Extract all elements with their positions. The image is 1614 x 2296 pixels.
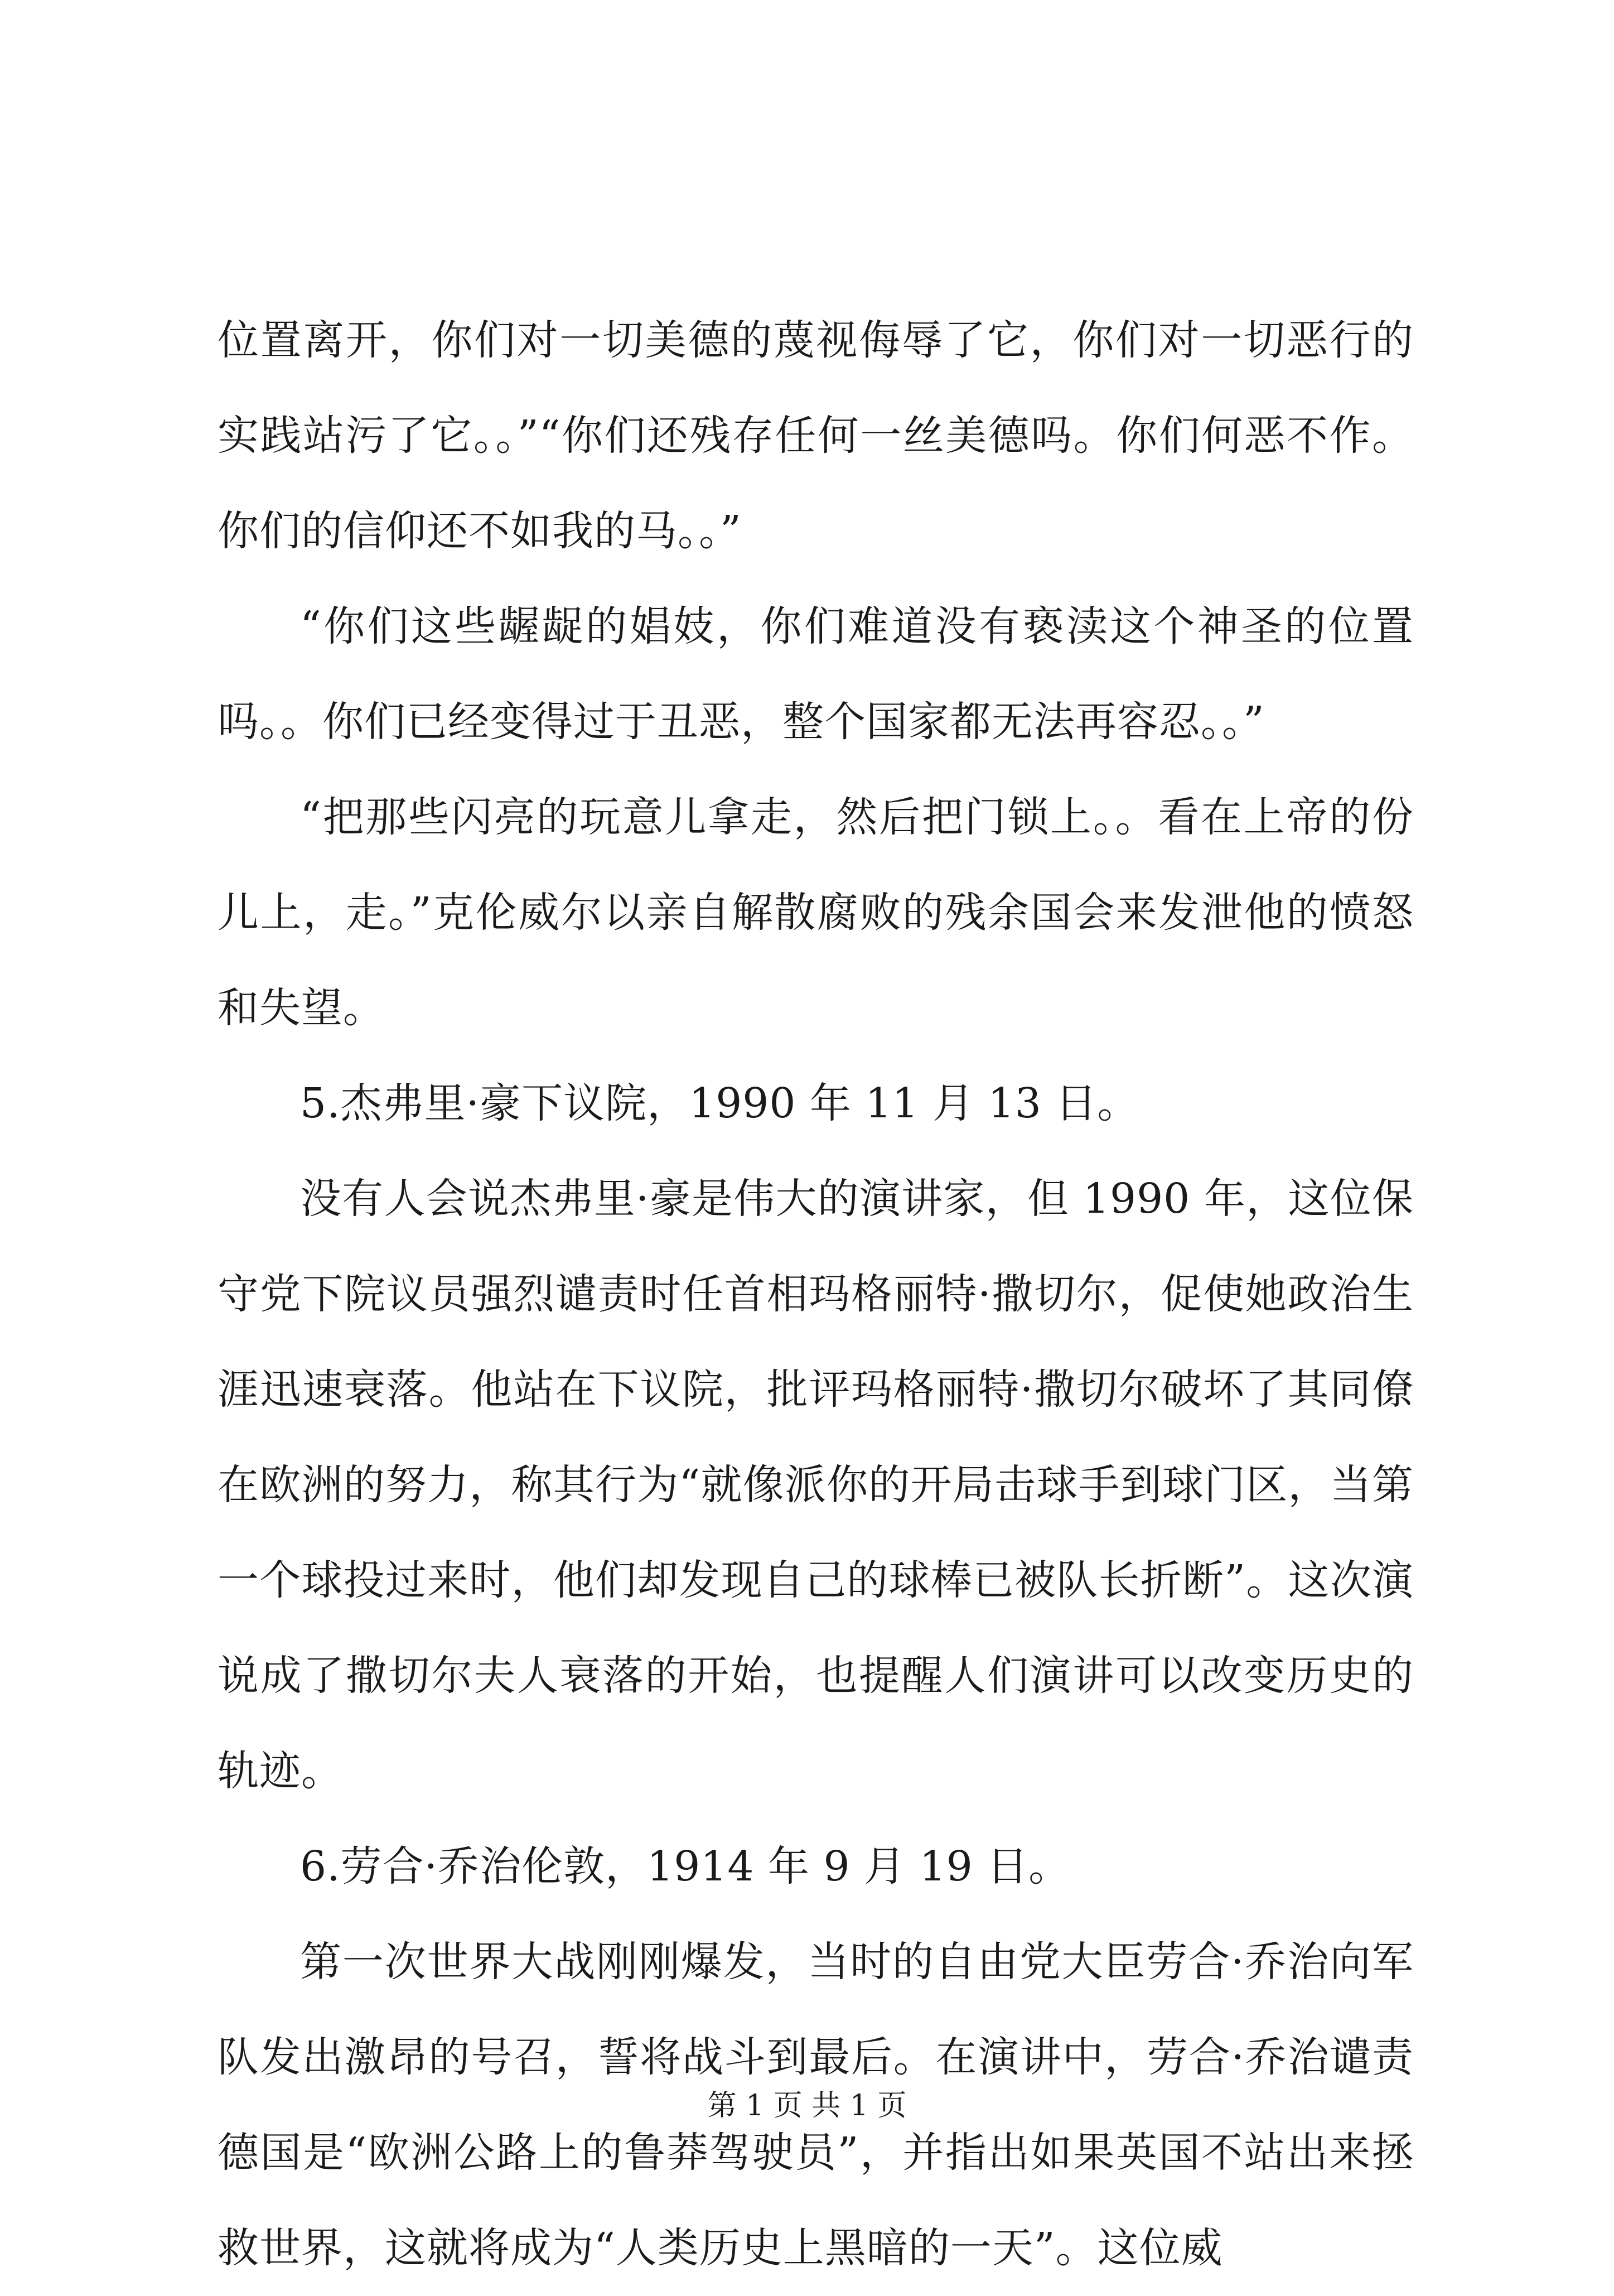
paragraph: 第一次世界大战刚刚爆发，当时的自由党大臣劳合·乔治向军队发出激昂的号召，誓将战斗到最后。在演讲中，劳合·乔治谴责德国是“欧洲公路上的鲁莽驾驶员”，并指出如果英国不站出来拯救世界，这就将成为“人类历史上黑暗的一天”。这位威	[218, 1938, 1414, 2272]
section-heading: 6.劳合·乔治伦敦，1914 年 9 月 19 日。	[300, 1842, 1071, 1890]
paragraph-quote: “你们这些龌龊的娼妓，你们难道没有亵渎这个神圣的位置吗。。你们已经变得过于丑恶，整个国家都无法再容忍。。”	[218, 602, 1414, 746]
page-footer: 第 1 页 共 1 页	[707, 2089, 907, 2123]
document-body	[218, 293, 1414, 2296]
paragraph-quote: “把那些闪亮的玩意儿拿走，然后把门锁上。。看在上帝的份儿上，走。”克伦威尔以亲自解散腐败的残余国会来发泄他的愤怒和失望。	[218, 793, 1414, 1032]
section-heading: 5.杰弗里·豪下议院，1990 年 11 月 13 日。	[300, 1079, 1139, 1127]
paragraph-continuation: 位置离开，你们对一切美德的蔑视侮辱了它，你们对一切恶行的实践站污了它。。”“你们还残存任何一丝美德吗。你们何恶不作。你们的信仰还不如我的马。。”	[218, 316, 1414, 555]
paragraph: 没有人会说杰弗里·豪是伟大的演讲家，但 1990 年，这位保守党下院议员强烈谴责时任首相玛格丽特·撒切尔，促使她政治生涯迅速衰落。他站在下议院，批评玛格丽特·撒切尔破坏了其同僚在欧洲的努力，称其行为“就像派你的开局击球手到球门区，当第一个球投过来时，他们却发现自己的球棒已被队长折断”。这次演说成了撒切尔夫人衰落的开始，也提醒人们演讲可以改变历史的轨迹。	[218, 1175, 1414, 1795]
